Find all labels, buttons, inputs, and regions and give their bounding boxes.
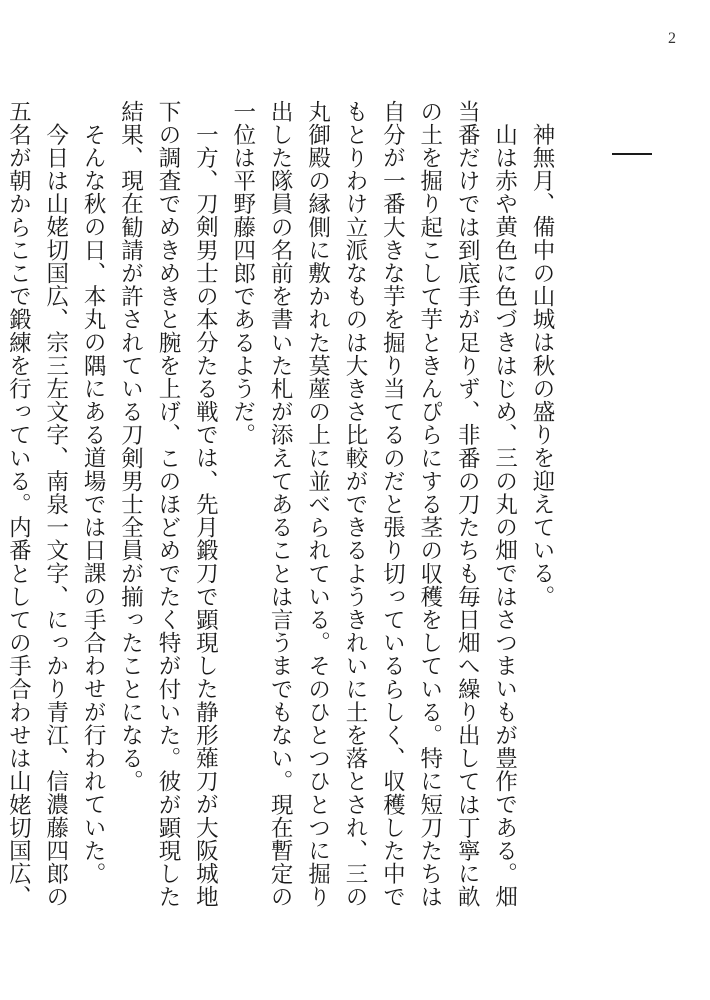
chapter-heading-mark [612, 153, 652, 155]
paragraph: 今日は山姥切国広、宗三左文字、南泉一文字、にっかり青江、信濃藤四郎の五名が朝からここで鍛練を行っている。内番としての手合わせは山姥切国広、 [5, 100, 69, 909]
paragraph: 山は赤や黄色に色づきはじめ、三の丸の畑ではさつまいもが豊作である。畑当番だけでは到底手が足りず、非番の刀たちも毎日畑へ繰り出しては丁寧に畝の土を掘り起こして芋ときんぴらにする茎の収穫をしている。特に短刀たちは自分が一番大きな芋を掘り当てるのだと張り切っているらしく、収穫した中でもとりわけ立派なものは大きさ比較ができるようきれいに土を落とされ、三の丸御殿の縁側に敷かれた茣蓙の上に並べられている。そのひとつひとつに掘り出した隊員の名前を書いた札が添えてあることは言うまでもない。現在暫定の一位は平野藤四郎であるようだ。 [229, 100, 518, 909]
paragraph: 一方、刀剣男士の本分たる戦では、先月鍛刀で顕現した静形薙刀が大阪城地下の調査でめきめきと腕を上げ、このほどめでたく特が付いた。彼が顕現した結果、現在勧請が許されている刀剣男士全員が揃ったことになる。 [117, 100, 219, 909]
body-text [0, 100, 560, 930]
page-number: 2 [668, 30, 676, 47]
paragraph: 神無月、備中の山城は秋の盛りを迎えている。 [529, 122, 555, 608]
chapter-heading [612, 150, 652, 158]
paragraph: そんな秋の日、本丸の隅にある道場では日課の手合わせが行われていた。 [80, 122, 107, 885]
